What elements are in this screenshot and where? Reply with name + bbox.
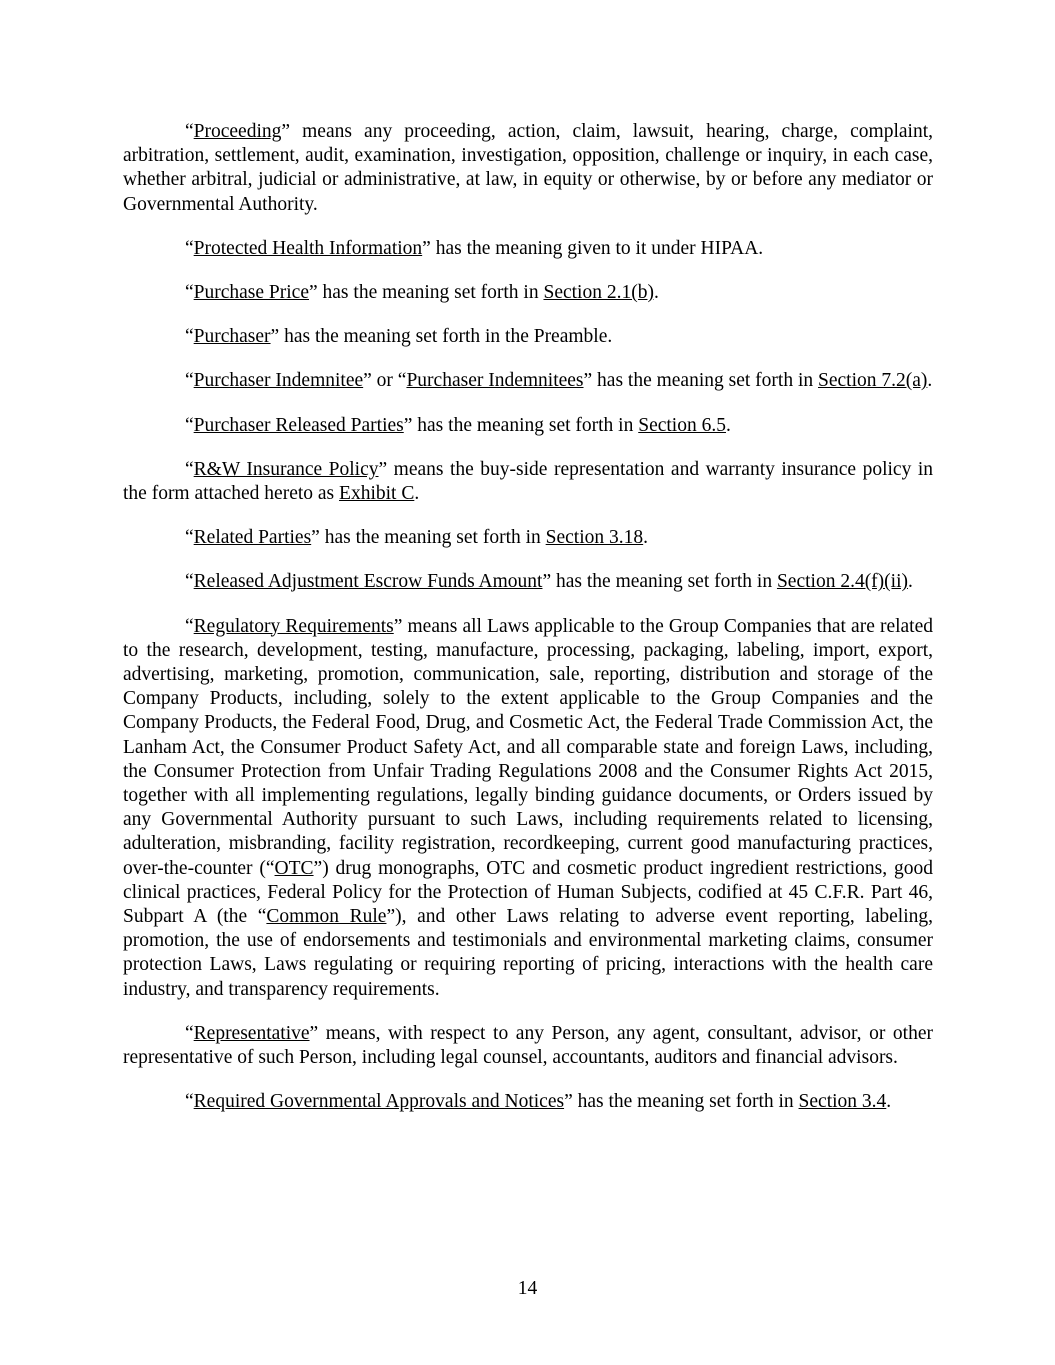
definition-paragraph-protected-health-information: “Protected Health Information” has the meaning given to it under HIPAA. (185, 237, 764, 259)
definition-paragraph-released-adjustment-escrow-funds-amount: “Released Adjustment Escrow Funds Amount” has the meaning set forth in Section 2.4(f)(ii). (185, 571, 913, 593)
definition-paragraph-representative: “Representative” means, with respect to any Person, any agent, consultant, advisor, or other representative of such Person, including legal counsel, accountants, auditors and financial advisors. (123, 1022, 933, 1069)
definition-paragraph-purchaser-released-parties: “Purchaser Released Parties” has the meaning set forth in Section 6.5. (185, 414, 731, 436)
definition-paragraph-purchase-price: “Purchase Price” has the meaning set forth in Section 2.1(b). (185, 282, 659, 304)
definition-paragraph-regulatory-requirements: “Regulatory Requirements” means all Laws applicable to the Group Companies that are related to the research, development, testing, manufacture, processing, packaging, labeling, import, export, advertising, marketing, promotion, communication, sale, reporting, distribution and storage of the Company Products, including, solely to the extent applicable to the Group Companies and the Company Products, the Federal Food, Drug, and Cosmetic Act, the Federal Trade Commission Act, the Lanham Act, the Consumer Product Safety Act, and all comparable state and foreign Laws, including, the Consumer Protection from Unfair Trading Regulations 2008 and the Consumer Rights Act 2015, together with all implementing regulations, legally binding guidance documents, or Orders issued by any Governmental Authority pursuant to such Laws, including requirements related to licensing, adulteration, misbranding, facility registration, recordkeeping, current good manufacturing practices, over-the-counter (“OTC”) drug monographs, OTC and cosmetic product ingredient restrictions, good clinical practices, Federal Policy for the Protection of Human Subjects, codified at 45 C.F.R. Part 46, Subpart A (the “Common Rule”), and other Laws relating to adverse event reporting, labeling, promotion, the use of endorsements and testimonials and environmental marketing claims, consumer protection Laws, Laws regulating or requiring reporting of pricing, interactions with the health care industry, and transparency requirements. (123, 615, 934, 1000)
definition-paragraph-purchaser-indemnitee: “Purchaser Indemnitee” or “Purchaser Indemnitees” has the meaning set forth in Section 7.2(a). (185, 370, 933, 392)
document-body (123, 120, 933, 1115)
page-number: 14 (517, 1278, 538, 1299)
definition-paragraph-rw-insurance-policy: “R&W Insurance Policy” means the buy-side representation and warranty insurance policy in the form attached hereto as Exhibit C. (123, 458, 933, 505)
definition-paragraph-purchaser: “Purchaser” has the meaning set forth in the Preamble. (185, 326, 613, 348)
definition-paragraph-required-governmental-approvals-and-notices: “Required Governmental Approvals and Notices” has the meaning set forth in Section 3.4. (185, 1091, 892, 1113)
definition-paragraph-proceeding: “Proceeding” means any proceeding, action, claim, lawsuit, hearing, charge, complaint, arbitration, settlement, audit, examination, investigation, opposition, challenge or inquiry, in each case, whether arbitral, judicial or administrative, at law, in equity or otherwise, by or before any mediator or Governmental Authority. (123, 121, 933, 215)
definition-paragraph-related-parties: “Related Parties” has the meaning set forth in Section 3.18. (185, 527, 649, 549)
